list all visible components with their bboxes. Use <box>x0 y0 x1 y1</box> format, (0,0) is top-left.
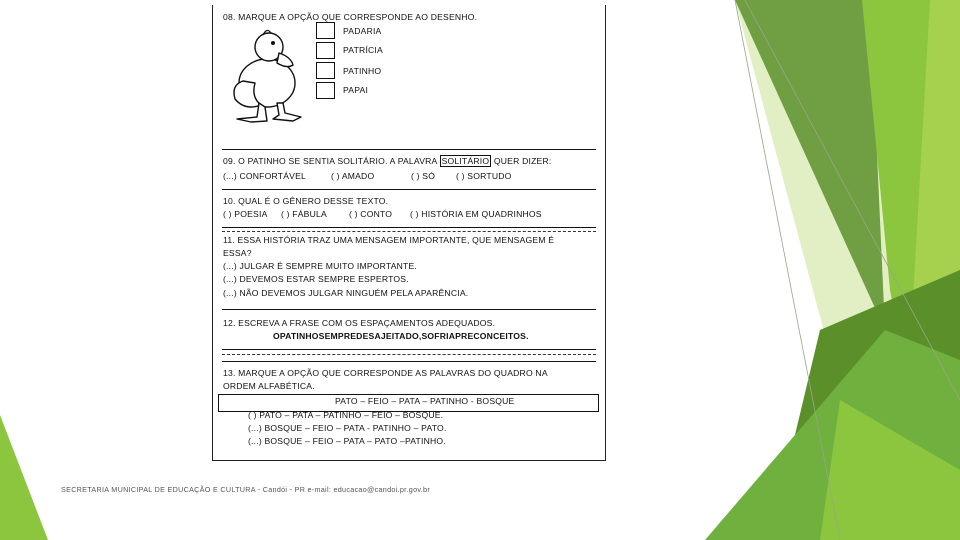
q12-phrase: OPATINHOSEMPREDESAJEITADO,SOFRIAPRECONCEITOS. <box>273 331 529 341</box>
q9-option-4[interactable]: ( ) SORTUDO <box>456 171 512 181</box>
divider <box>222 189 596 190</box>
q10-option-3[interactable]: ( ) CONTO <box>349 209 393 219</box>
q11-option-1[interactable]: (...) JULGAR É SEMPRE MUITO IMPORTANTE. <box>223 261 418 271</box>
q11-option-3[interactable]: (...) NÃO DEVEMOS JULGAR NINGUÉM PELA APARÊNCIA. <box>223 288 469 298</box>
divider <box>222 349 596 350</box>
divider <box>222 149 596 150</box>
q8-option-3: PATINHO <box>343 66 382 76</box>
divider <box>222 354 596 355</box>
q9-title <box>223 156 551 166</box>
q10-option-1[interactable]: ( ) POESIA <box>223 209 268 219</box>
q9-option-2[interactable]: ( ) AMADO <box>331 171 375 181</box>
q8-option-2: PATRÍCIA <box>343 45 383 55</box>
q11-title-line1: 11. ESSA HISTÓRIA TRAZ UMA MENSAGEM IMPORTANTE, QUE MENSAGEM É <box>223 235 555 245</box>
divider <box>222 227 596 228</box>
q13-word-box-text: PATO – FEIO – PATA – PATINHO - BOSQUE <box>335 396 515 406</box>
q11-option-2[interactable]: (...) DEVEMOS ESTAR SEMPRE ESPERTOS. <box>223 274 409 284</box>
q8-option-4: PAPAI <box>343 85 369 95</box>
divider <box>222 361 596 362</box>
q13-option-2[interactable]: (...) BOSQUE – FEIO – PATA - PATINHO – PATO. <box>248 423 447 433</box>
divider <box>222 309 596 310</box>
q9-option-1[interactable]: (...) CONFORTÁVEL <box>223 171 306 181</box>
q8-option-1: PADARIA <box>343 26 382 36</box>
q11-title-line2: ESSA? <box>223 248 252 258</box>
q10-option-4[interactable]: ( ) HISTÓRIA EM QUADRINHOS <box>410 209 542 219</box>
q9-suffix: QUER DIZER: <box>493 156 552 166</box>
q8-checkbox-2[interactable] <box>316 42 335 59</box>
q8-checkbox-4[interactable] <box>316 82 335 99</box>
q13-option-3[interactable]: (...) BOSQUE – FEIO – PATA – PATO –PATINHO. <box>248 436 446 446</box>
q13-title-line2: ORDEM ALFABÉTICA. <box>223 381 315 391</box>
duck-illustration <box>221 23 303 125</box>
left-green-shape <box>0 415 48 540</box>
q13-title-line1: 13. MARQUE A OPÇÃO QUE CORRESPONDE AS PALAVRAS DO QUADRO NA <box>223 368 548 378</box>
footer-text: SECRETARIA MUNICIPAL DE EDUCAÇÃO E CULTURA - Candói - PR e-mail: educacao@candoi.pr.gov.br <box>61 485 431 494</box>
q8-checkbox-3[interactable] <box>316 62 335 79</box>
q8-title: 08. MARQUE A OPÇÃO QUE CORRESPONDE AO DESENHO. <box>223 12 478 22</box>
q9-prefix: 09. O PATINHO SE SENTIA SOLITÁRIO. A PALAVRA <box>223 156 438 166</box>
q12-title: 12. ESCREVA A FRASE COM OS ESPAÇAMENTOS ADEQUADOS. <box>223 318 496 328</box>
q10-option-2[interactable]: ( ) FÁBULA <box>281 209 327 219</box>
divider <box>222 231 596 232</box>
q13-option-1[interactable]: ( ) PATO – PATA – PATINHO – FEIO – BOSQUE. <box>248 410 444 420</box>
q10-title: 10. QUAL É O GÊNERO DESSE TEXTO. <box>223 196 389 206</box>
right-olive-shape <box>735 0 885 330</box>
q9-highlight-word: SOLITÁRIO <box>441 156 490 166</box>
q9-option-3[interactable]: ( ) SÓ <box>411 171 436 181</box>
q8-checkbox-1[interactable] <box>316 22 335 39</box>
worksheet <box>212 5 606 461</box>
